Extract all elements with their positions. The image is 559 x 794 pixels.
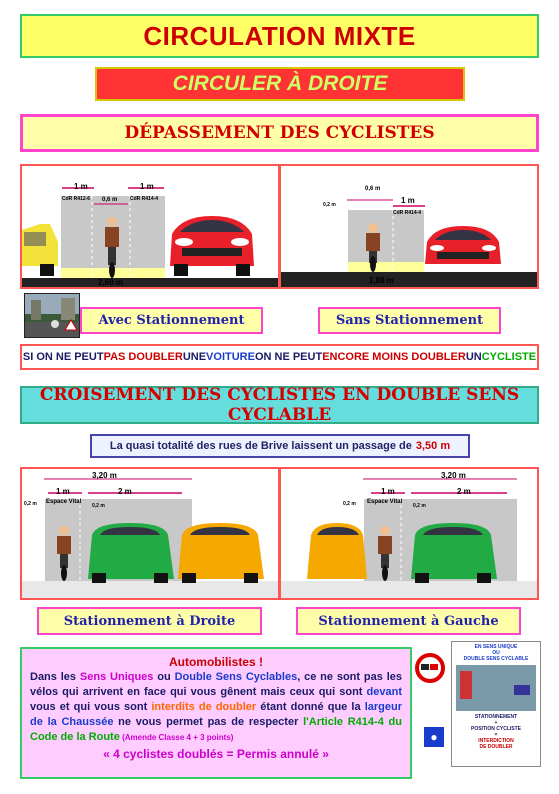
width-2-60: 2,60 m: [98, 278, 123, 287]
page-title: CIRCULATION MIXTE: [20, 14, 539, 58]
inset-top1: EN SENS UNIQUE: [474, 644, 518, 650]
inset-top2: OU: [492, 650, 500, 656]
text-span: étant donné que la: [256, 701, 365, 713]
dim-1m: 1 m: [401, 196, 415, 205]
dim-1m: 1 m: [381, 487, 395, 496]
text-span: ou: [153, 671, 175, 683]
motorists-text: [30, 670, 402, 745]
banner-part: ENCORE MOINS DOUBLER: [322, 351, 466, 363]
label-with-parking: Avec Stationnement: [80, 307, 263, 334]
banner-part: SI ON NE PEUT: [22, 351, 104, 363]
dim-1m-left: 1 m: [74, 182, 88, 191]
inset-infographic: [451, 641, 541, 767]
dim-total: 3,20 m: [441, 471, 466, 480]
text-span: Sens Uniques: [79, 671, 154, 683]
bicycle-icon: ●: [430, 730, 438, 744]
dim-1m-right: 1 m: [140, 182, 154, 191]
brive-value: 3,50 m: [415, 440, 451, 452]
street-photo: [24, 293, 80, 338]
vital-space: Espace Vital: [367, 499, 403, 505]
dim-0-6m: 0,6 m: [102, 197, 118, 203]
dim-1m: 1 m: [56, 487, 70, 496]
brive-info: [90, 434, 470, 458]
dim-0-2m: 0,2 m: [323, 202, 336, 208]
road-illustration-right: [281, 166, 537, 287]
label-parking-right: Stationnement à Droite: [37, 607, 262, 635]
vital-space: Espace Vital: [46, 499, 82, 505]
label-parking-left: Stationnement à Gauche: [296, 607, 521, 635]
section-heading-crossing: CROISEMENT DES CYCLISTES EN DOUBLE SENS CYCLABLE: [20, 386, 539, 424]
text-span: ne vous permet pas de respecter: [113, 716, 304, 728]
banner-part: CYCLISTE: [481, 351, 537, 363]
inset-image: [456, 665, 536, 711]
text-span: interdits de doubler: [151, 701, 257, 713]
text-span: vous et qui vous sont: [30, 701, 152, 713]
inset-b1: STATIONNEMENT: [474, 714, 518, 720]
banner-part: UNE: [182, 351, 207, 363]
text-span: devant: [366, 686, 402, 698]
ref-r414-right: CdR R414-4: [393, 210, 422, 216]
dim-edge: 0,2 m: [24, 501, 37, 507]
diagram-parking-right: [20, 467, 280, 600]
page-subtitle: CIRCULER À DROITE: [95, 67, 465, 101]
banner-part: ON NE PEUT: [254, 351, 323, 363]
banner-part: UN: [465, 351, 482, 363]
dim-0-6m-top: 0,6 m: [365, 186, 381, 192]
ref-r414: CdR R414-4: [130, 196, 159, 202]
bicycle-sign: [424, 727, 444, 747]
diagram-with-parking: [20, 164, 280, 289]
dim-2m: 2 m: [457, 487, 471, 496]
motorists-notice: [20, 647, 412, 779]
inset-b6: DE DOUBLER: [479, 744, 513, 750]
dim-edge: 0,2 m: [343, 501, 356, 507]
inset-b5: INTERDICTION: [478, 738, 514, 744]
inset-b4: =: [494, 732, 498, 738]
text-span: (Amende Classe 4 + 3 points): [119, 733, 234, 742]
motorists-footer: « 4 cyclistes doublés = Permis annulé »: [103, 747, 329, 761]
dim-total: 3,20 m: [92, 471, 117, 480]
dim-gap: 0,2 m: [413, 503, 426, 509]
inset-b2: +: [494, 720, 498, 726]
text-span: Double Sens Cyclables: [174, 671, 298, 683]
dim-2m: 2 m: [118, 487, 132, 496]
ref-r412: CdR R412-6: [62, 196, 91, 202]
label-without-parking: Sans Stationnement: [318, 307, 501, 334]
road-illustration-parking-left: [281, 469, 537, 598]
text-span: largeur de la Chaussée: [30, 701, 402, 728]
width-1-80: 1,80 m: [369, 276, 394, 285]
diagram-without-parking: [279, 164, 539, 289]
motorists-title: Automobilistes !: [168, 655, 263, 669]
section-heading-overtaking: DÉPASSEMENT DES CYCLISTES: [20, 114, 539, 152]
banner-part: VOITURE: [206, 351, 255, 363]
text-span: l'Article R414-4 du Code de la Route: [30, 716, 402, 743]
text-span: Dans les: [30, 671, 80, 683]
inset-b3: POSITION CYCLISTE: [470, 726, 521, 732]
no-overtaking-sign: [415, 653, 445, 683]
warning-banner: [20, 344, 539, 370]
diagram-parking-left: [279, 467, 539, 600]
inset-top3: DOUBLE SENS CYCLABLE: [463, 656, 529, 662]
text-span: , ce ne sont pas les vélos qui arrivent en face qui vous gênent mais ceux qui sont: [30, 671, 403, 698]
banner-part: PAS DOUBLER: [103, 351, 183, 363]
brive-text: La quasi totalité des rues de Brive laissent un passage de: [109, 440, 412, 452]
dim-gap: 0,2 m: [92, 503, 105, 509]
